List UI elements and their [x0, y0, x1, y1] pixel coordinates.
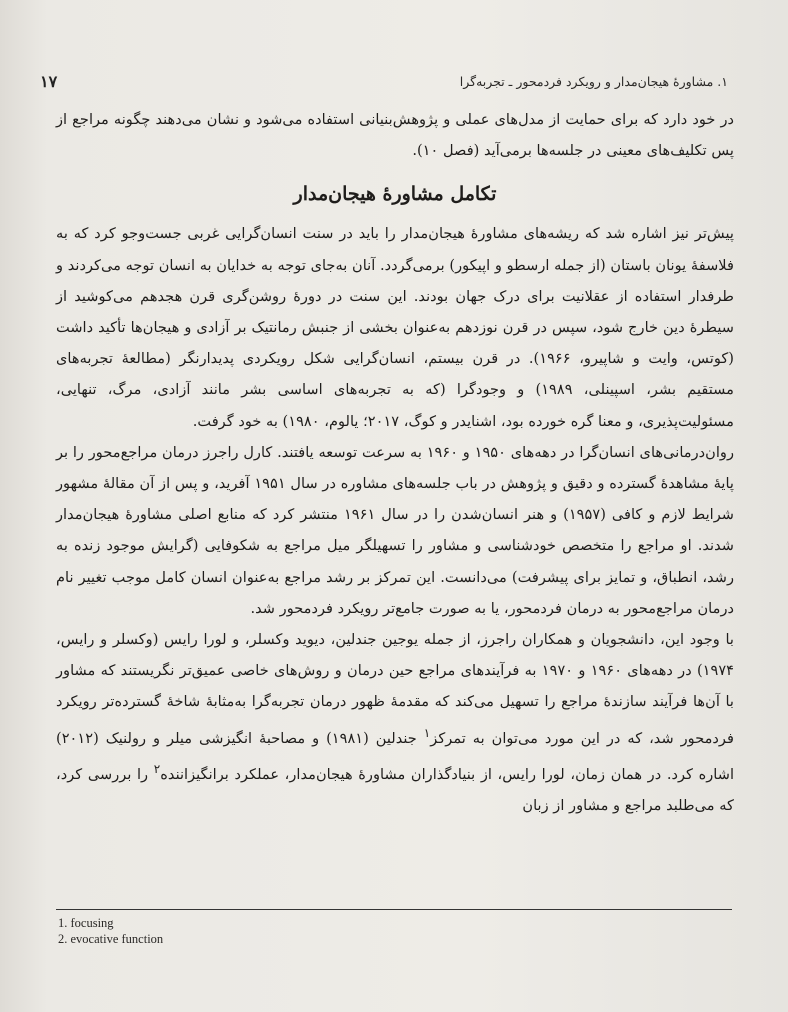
paragraph-text-a: با وجود این، دانشجویان و همکاران راجرز، از جمله یوجین جندلین، دیوید وکسلر، و لورا رایس (وکسلر و رایس، ۱۹۷۴) در دهه‌های ۱۹۶۰ و ۱۹۷۰ به فرآیندهای مراجع حین درمان و روش‌های خاصی عمیق‌تر نگریستند که مشاور با آن‌ها فرآیند سازندۀ مراجع را تسهیل می‌کند که مقدمۀ ظهور درمان تجربه‌گرا به‌مثابۀ شاخۀ گسترده‌تر رویکرد فردمحور شد، که در این مورد می‌توان به تمرکز: [56, 631, 734, 747]
page-number: ۱۷: [40, 72, 58, 91]
running-title: ۱. مشاورۀ هیجان‌مدار و رویکرد فردمحور ـ تجربه‌گرا: [459, 74, 728, 89]
footnote-marker-1: ۱: [423, 725, 431, 740]
footnote-2: 2. evocative function: [58, 932, 164, 946]
paragraph-humanism-history: پیش‌تر نیز اشاره شد که ریشه‌های مشاورۀ هیجان‌مدار را باید در سنت انسان‌گرایی غربی جست‌وجو کرد که به فلاسفۀ یونان باستان (از جمله ارسطو و اپیکور) برمی‌گردد. آنان به‌جای توجه به خدایان به انسان توجه می‌کردند و طرفدار استفاده از عقلانیت برای درک جهان بودند. این سنت در دورۀ روشن‌گری قرن هجدهم می‌کوشید از سیطرۀ دین خارج شود، سپس در قرن نوزدهم به‌عنوان بخشی از جنبش رمانتیک بر آزادی و هیجان‌ها تأکید داشت (کوتس، وایت و شاپیرو، ۱۹۶۶). در قرن بیستم، انسان‌گرایی شکل رویکردی پدیدارنگر (مطالعۀ تجربه‌های مستقیم بشر، اسپینلی، ۱۹۸۹) و وجودگرا (که به تجربه‌های اساسی بشر مانند آزادی، مرگ، تنهایی، مسئولیت‌پذیری، و معنا گره خورده بود، اشنایدر و کوگ، ۲۰۱۷؛ یالوم، ۱۹۸۰) به خود گرفت.: [56, 225, 734, 430]
footnotes: [58, 915, 458, 947]
paragraph-text-b: جندلین (۱۹۸۱) و مصاحبۀ انگیزشی میلر و رولنیک (۲۰۱۲) اشاره کرد. در همان زمان، لورا رایس، از بنیادگذاران مشاورۀ هیجان‌مدار، عملکرد برانگیزاننده: [56, 729, 734, 783]
page-header: [40, 72, 728, 96]
section-heading: تکامل مشاورۀ هیجان‌مدار: [293, 183, 497, 206]
paragraph-humanistic-therapies: روان‌درمانی‌های انسان‌گرا در دهه‌های ۱۹۵۰ و ۱۹۶۰ به سرعت توسعه یافتند. کارل راجرز درمان مراجع‌محور را بر پایۀ مشاهدۀ گسترده و دقیق و پژوهش در باب جلسه‌های مشاوره در سال ۱۹۵۱ آفرید، و پس از آن مقالۀ مشهور شرایط لازم و کافی (۱۹۵۷) و هنر انسان‌شدن را در سال ۱۹۶۱ منتشر کرد که منابع اصلی مشاورۀ هیجان‌مدار شدند. او مراجع را متخصص خودشناسی و مشاور را تسهیلگر میل مراجع به شکوفایی (گرایش موجود زنده به رشد، انطباق، و تمایز برای پیشرفت) می‌دانست. این تمرکز بر رشد مراجع به‌عنوان انسان کامل موجب تغییر نام درمان مراجع‌محور به درمان فردمحور، یا به صورت جامع‌تر رویکرد فردمحور شد.: [56, 443, 734, 617]
paragraph-text-c: را بررسی کرد، که می‌طلبد مراجع و مشاور از زبان: [56, 765, 734, 814]
footnote-divider: [56, 909, 732, 910]
footnote-marker-2: ۲: [153, 761, 161, 776]
paragraph-continued: در خود دارد که برای حمایت از مدل‌های عملی و پژوهش‌بنیانی استفاده می‌شود و نشان می‌دهند چگونه مراجع از پس تکلیف‌های معینی در جلسه‌ها برمی‌آید (فصل ۱۰).: [56, 111, 734, 160]
footnote-1: 1. focusing: [58, 916, 114, 930]
page-body: [56, 104, 734, 821]
paragraph-experiential-branch: [56, 624, 734, 821]
